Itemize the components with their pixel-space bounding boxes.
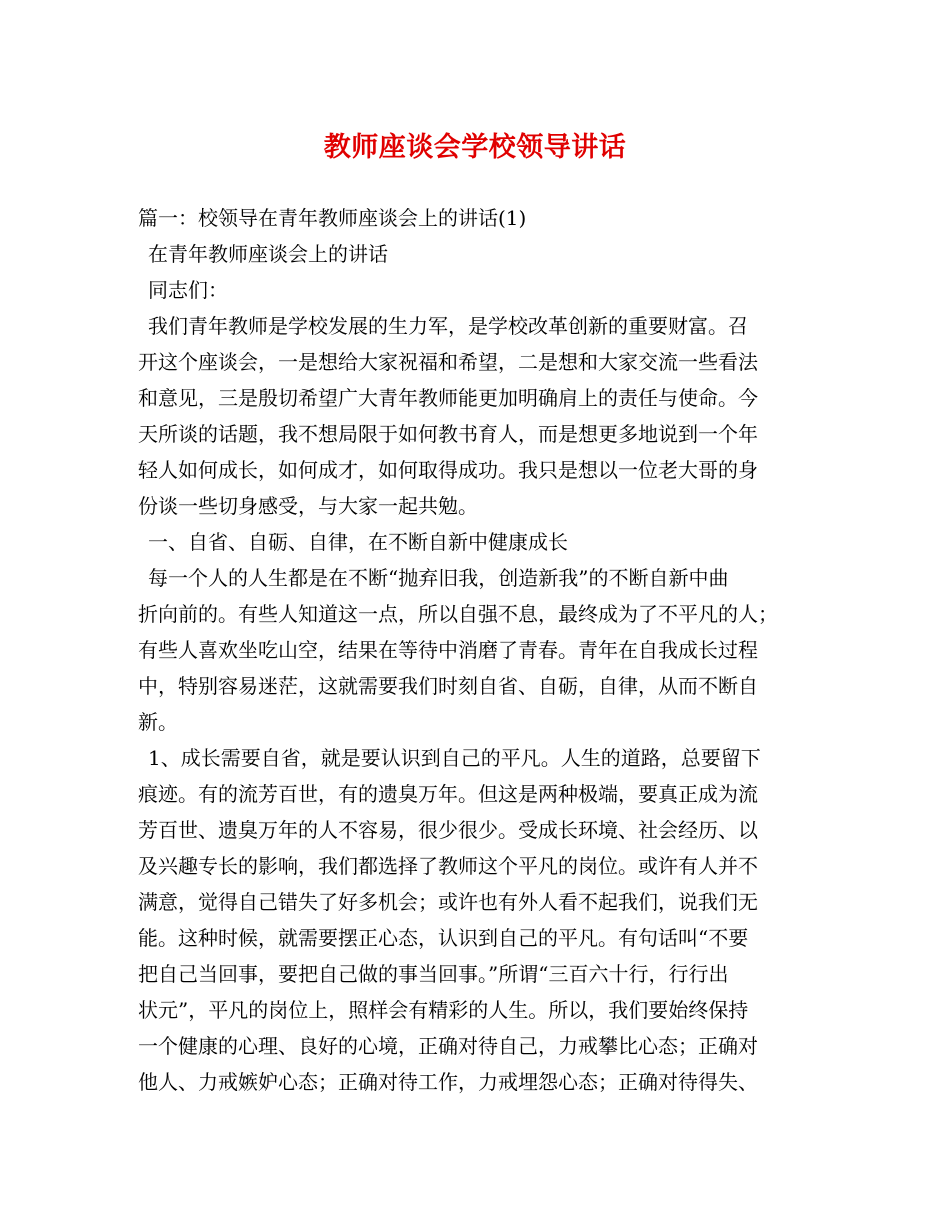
- text-line: 我们青年教师是学校发展的生力军，是学校改革创新的重要财富。召: [148, 314, 748, 338]
- text-line: 篇一：校领导在青年教师座谈会上的讲话(1): [138, 206, 527, 230]
- text-line: 中，特别容易迷茫，这就需要我们时刻自省、自砺，自律，从而不断自: [138, 674, 758, 698]
- text-line: 能。这种时候，就需要摆正心态，认识到自己的平凡。有句话叫“不要: [138, 926, 749, 950]
- text-line: 一个健康的心理、良好的心境，正确对待自己，力戒攀比心态；正确对: [138, 1034, 758, 1058]
- text-line: 同志们：: [148, 278, 228, 302]
- text-line: 1、成长需要自省，就是要认识到自己的平凡。人生的道路，总要留下: [148, 746, 761, 770]
- text-line: 份谈一些切身感受，与大家一起共勉。: [138, 494, 478, 518]
- text-line: 状元”，平凡的岗位上，照样会有精彩的人生。所以，我们要始终保持: [138, 998, 749, 1022]
- text-line: 有些人喜欢坐吃山空，结果在等待中消磨了青春。青年在自我成长过程: [138, 638, 758, 662]
- document-body: [138, 200, 814, 1100]
- text-line: 一、自省、自砺、自律，在不断自新中健康成长: [148, 530, 568, 554]
- text-line: 痕迹。有的流芳百世，有的遗臭万年。但这是两种极端，要真正成为流: [138, 782, 758, 806]
- text-line: 轻人如何成长，如何成才，如何取得成功。我只是想以一位老大哥的身: [138, 458, 758, 482]
- text-line: 新。: [138, 710, 178, 734]
- text-line: 和意见，三是殷切希望广大青年教师能更加明确肩上的责任与使命。今: [138, 386, 758, 410]
- text-line: 满意，觉得自己错失了好多机会；或许也有外人看不起我们，说我们无: [138, 890, 758, 914]
- text-line: 开这个座谈会，一是想给大家祝福和希望，二是想和大家交流一些看法: [138, 350, 758, 374]
- text-line: 他人、力戒嫉妒心态；正确对待工作，力戒埋怨心态；正确对待得失、: [138, 1070, 758, 1094]
- text-line: 在青年教师座谈会上的讲话: [148, 242, 388, 266]
- document-title: 教师座谈会学校领导讲话: [323, 132, 627, 163]
- text-line: 天所谈的话题，我不想局限于如何教书育人，而是想更多地说到一个年: [138, 422, 758, 446]
- text-line: 及兴趣专长的影响，我们都选择了教师这个平凡的岗位。或许有人并不: [138, 854, 758, 878]
- text-line: 折向前的。有些人知道这一点，所以自强不息，最终成为了不平凡的人；: [138, 602, 778, 626]
- text-line: 芳百世、遗臭万年的人不容易，很少很少。受成长环境、社会经历、以: [138, 818, 758, 842]
- text-line: 每一个人的人生都是在不断“抛弃旧我，创造新我”的不断自新中曲: [148, 566, 729, 590]
- text-line: 把自己当回事，要把自己做的事当回事。”所谓“三百六十行，行行出: [138, 962, 729, 986]
